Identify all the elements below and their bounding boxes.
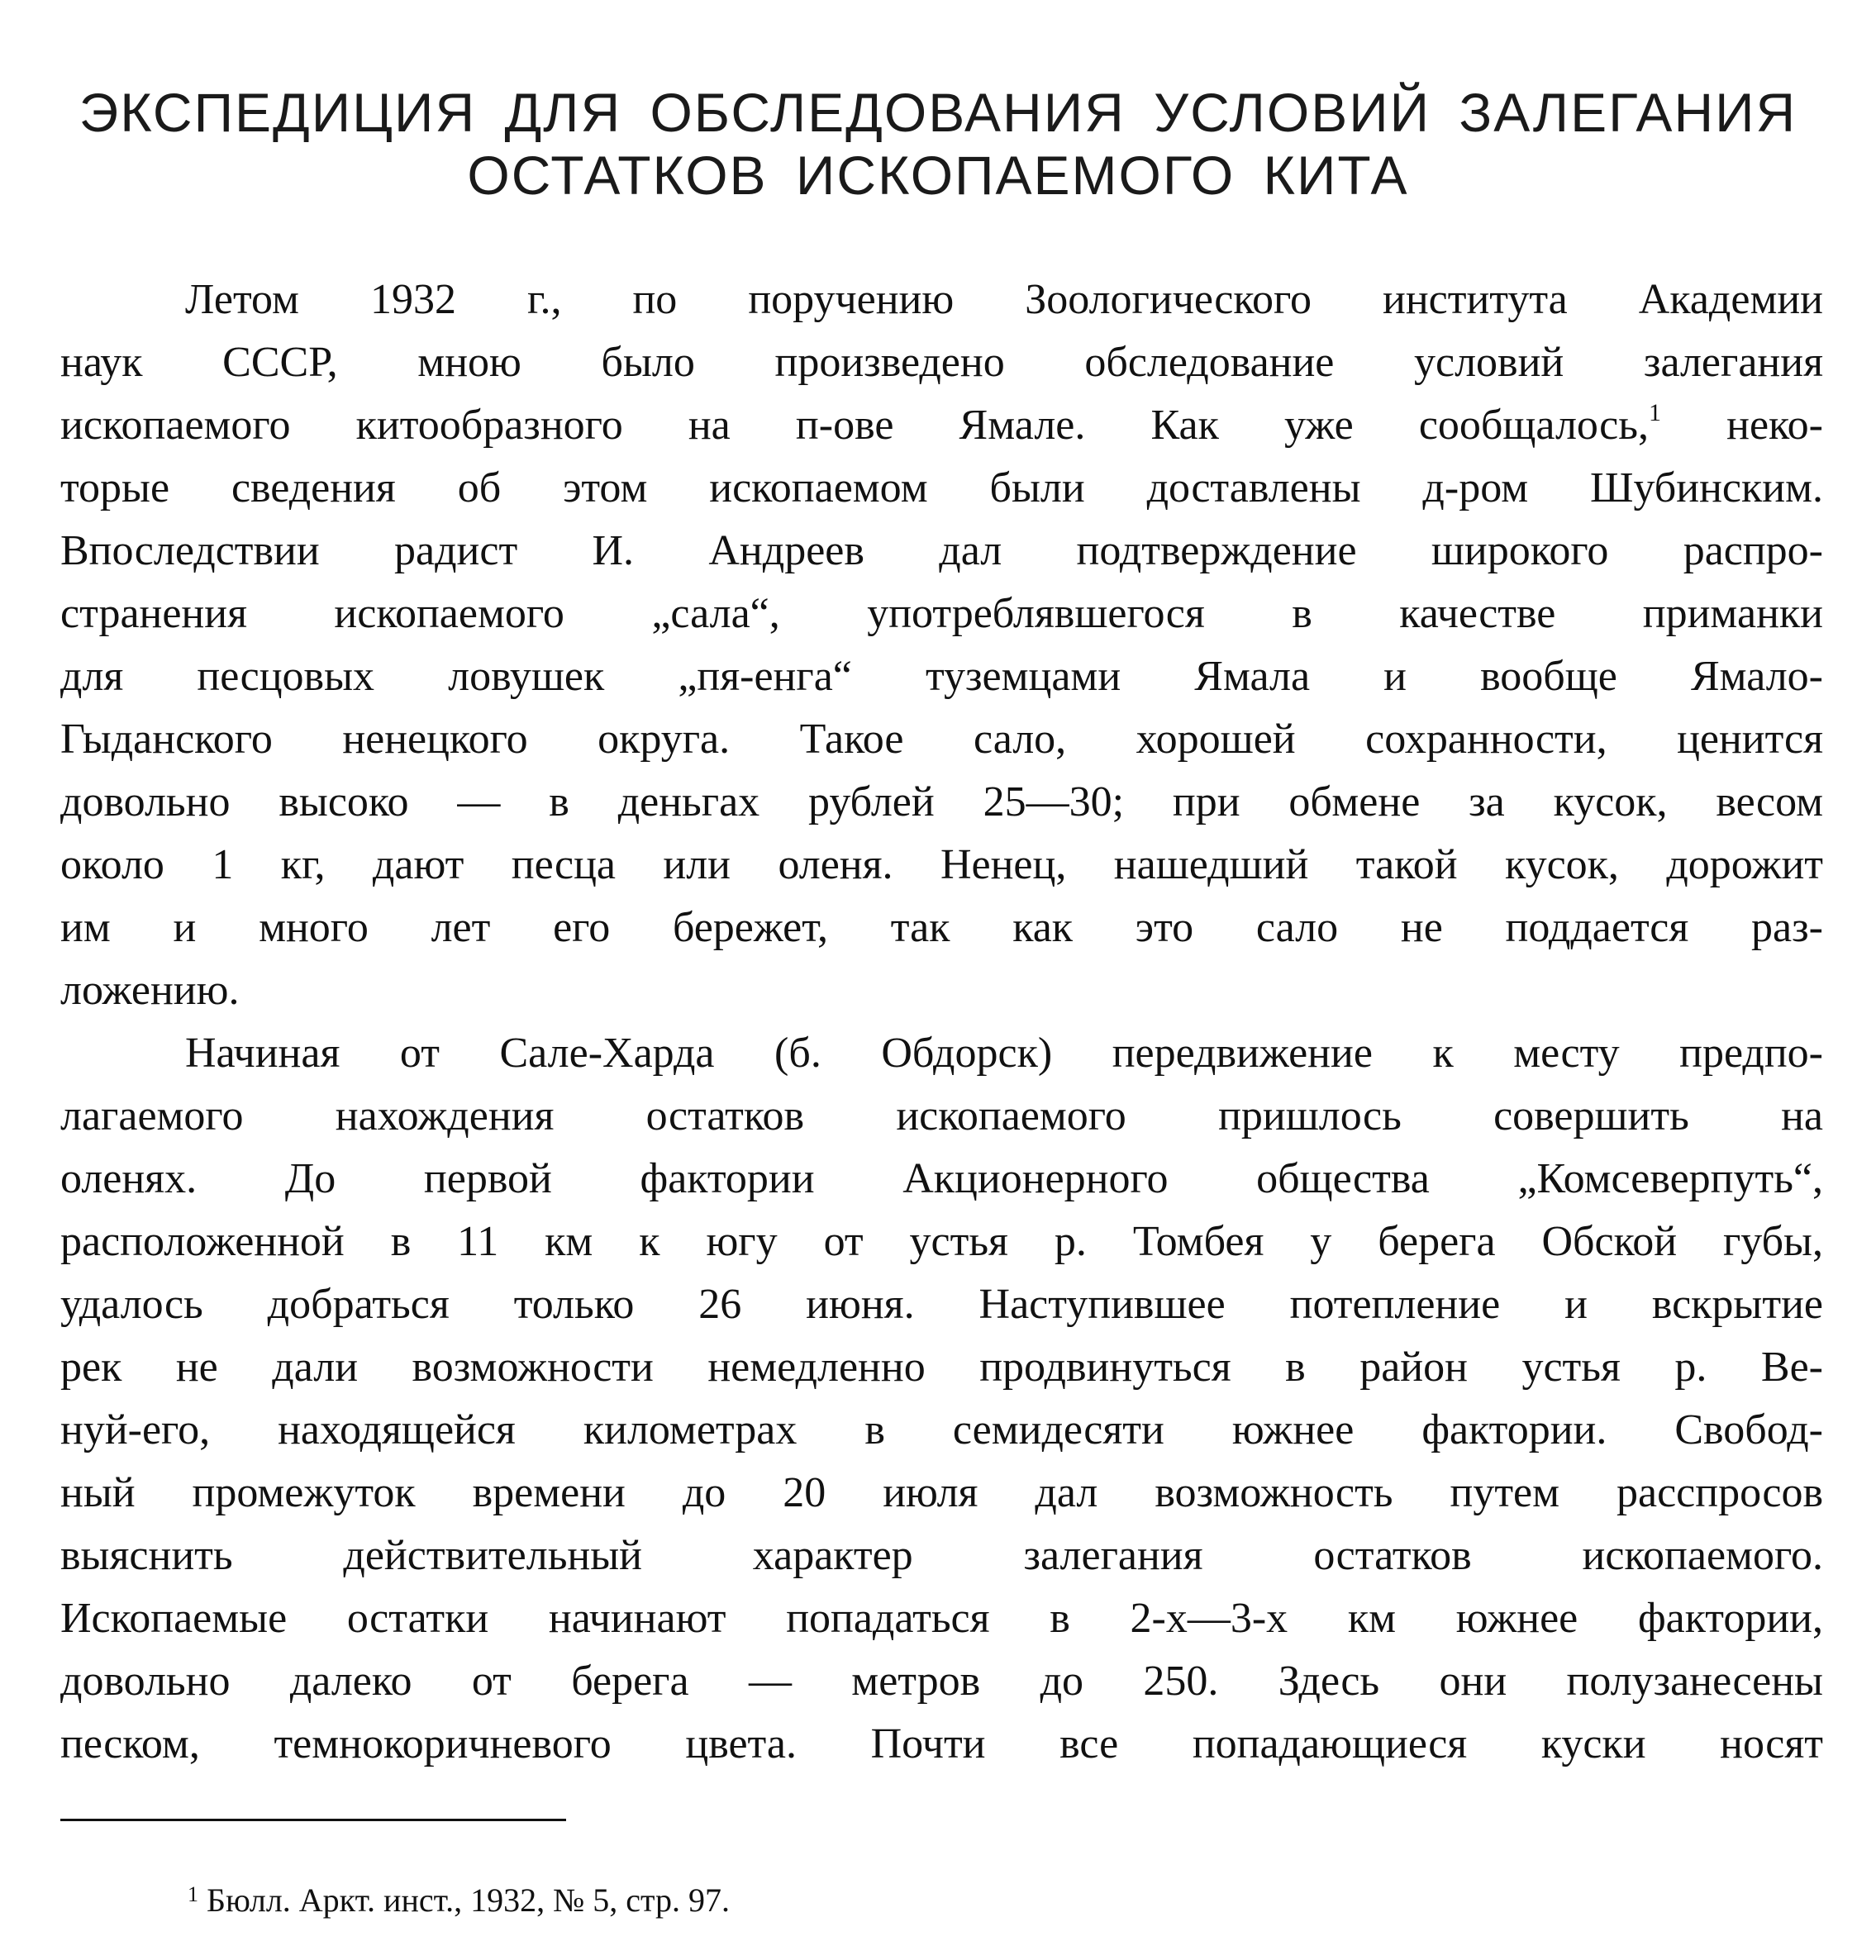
text-line: им и много лет его бережет, так как это сало не поддается раз- xyxy=(60,904,1823,951)
text-line: Летом 1932 г., по поручению Зоологического института Академии xyxy=(185,276,1823,323)
text-line xyxy=(60,394,1823,457)
text-line: странения ископаемого „сала“, употреблявшегося в качестве приманки xyxy=(60,590,1823,637)
article-body xyxy=(60,269,1823,1776)
footnote-text: Бюлл. Аркт. инст., 1932, № 5, стр. 97. xyxy=(207,1882,730,1919)
footnote-marker: 1 xyxy=(188,1882,198,1906)
text-line: ложению. xyxy=(60,967,240,1014)
text-line: рек не дали возможности немедленно продвинуться в район устья р. Ве- xyxy=(60,1344,1823,1391)
text-line: довольно высоко — в деньгах рублей 25—30; при обмене за кусок, весом xyxy=(60,778,1823,825)
text-line: песком, темнокоричневого цвета. Почти все попадающиеся куски носят xyxy=(60,1720,1823,1767)
text-line: Ископаемые остатки начинают попадаться в 2-х—3-х км южнее фактории, xyxy=(60,1595,1823,1642)
text-line: расположенной в 11 км к югу от устья р. Томбея у берега Обской губы, xyxy=(60,1218,1823,1265)
text-line: около 1 кг, дают песца или оленя. Ненец, нашедший такой кусок, дорожит xyxy=(60,841,1823,888)
text-line: нуй-его, находящейся километрах в семидесяти южнее фактории. Свобод- xyxy=(60,1406,1823,1453)
text-line: оленях. До первой фактории Акционерного общества „Комсеверпуть“, xyxy=(60,1155,1823,1202)
text-line-part: ископаемого китообразного на п-ове Ямале. Как уже сообщалось, xyxy=(60,402,1649,449)
footnote-divider xyxy=(60,1819,566,1821)
article-title-line-1: ЭКСПЕДИЦИЯ ДЛЯ ОБСЛЕДОВАНИЯ УСЛОВИЙ ЗАЛЕГАНИЯ xyxy=(79,82,1797,143)
footnote-reference[interactable]: 1 xyxy=(1648,399,1661,426)
text-line: Впоследствии радист И. Андреев дал подтверждение широкого распро- xyxy=(60,527,1823,574)
text-line: ный промежуток времени до 20 июля дал возможность путем расспросов xyxy=(60,1469,1823,1516)
text-line: выяснить действительный характер залегания остатков ископаемого. xyxy=(60,1532,1823,1579)
text-line: Начиная от Сале-Харда (б. Обдорск) передвижение к месту предпо- xyxy=(185,1030,1823,1077)
text-line: торые сведения об этом ископаемом были доставлены д-ром Шубинским. xyxy=(60,464,1823,511)
paragraph-1 xyxy=(60,269,1823,1022)
paragraph-2 xyxy=(60,1022,1823,1776)
text-line: для песцовых ловушек „пя-енга“ туземцами Ямала и вообще Ямало- xyxy=(60,653,1823,700)
text-line: лагаемого нахождения остатков ископаемого пришлось совершить на xyxy=(60,1092,1823,1139)
footnote xyxy=(188,1879,730,1922)
text-line: удалось добраться только 26 июня. Наступившее потепление и вскрытие xyxy=(60,1281,1823,1328)
text-line-part: неко- xyxy=(1660,402,1823,449)
text-line: Гыданского ненецкого округа. Такое сало, хорошей сохранности, ценится xyxy=(60,716,1823,763)
text-line: наук СССР, мною было произведено обследование условий залегания xyxy=(60,339,1823,386)
article-title-line-2: ОСТАТКОВ ИСКОПАЕМОГО КИТА xyxy=(467,145,1409,206)
text-line: довольно далеко от берега — метров до 250. Здесь они полузанесены xyxy=(60,1658,1823,1705)
